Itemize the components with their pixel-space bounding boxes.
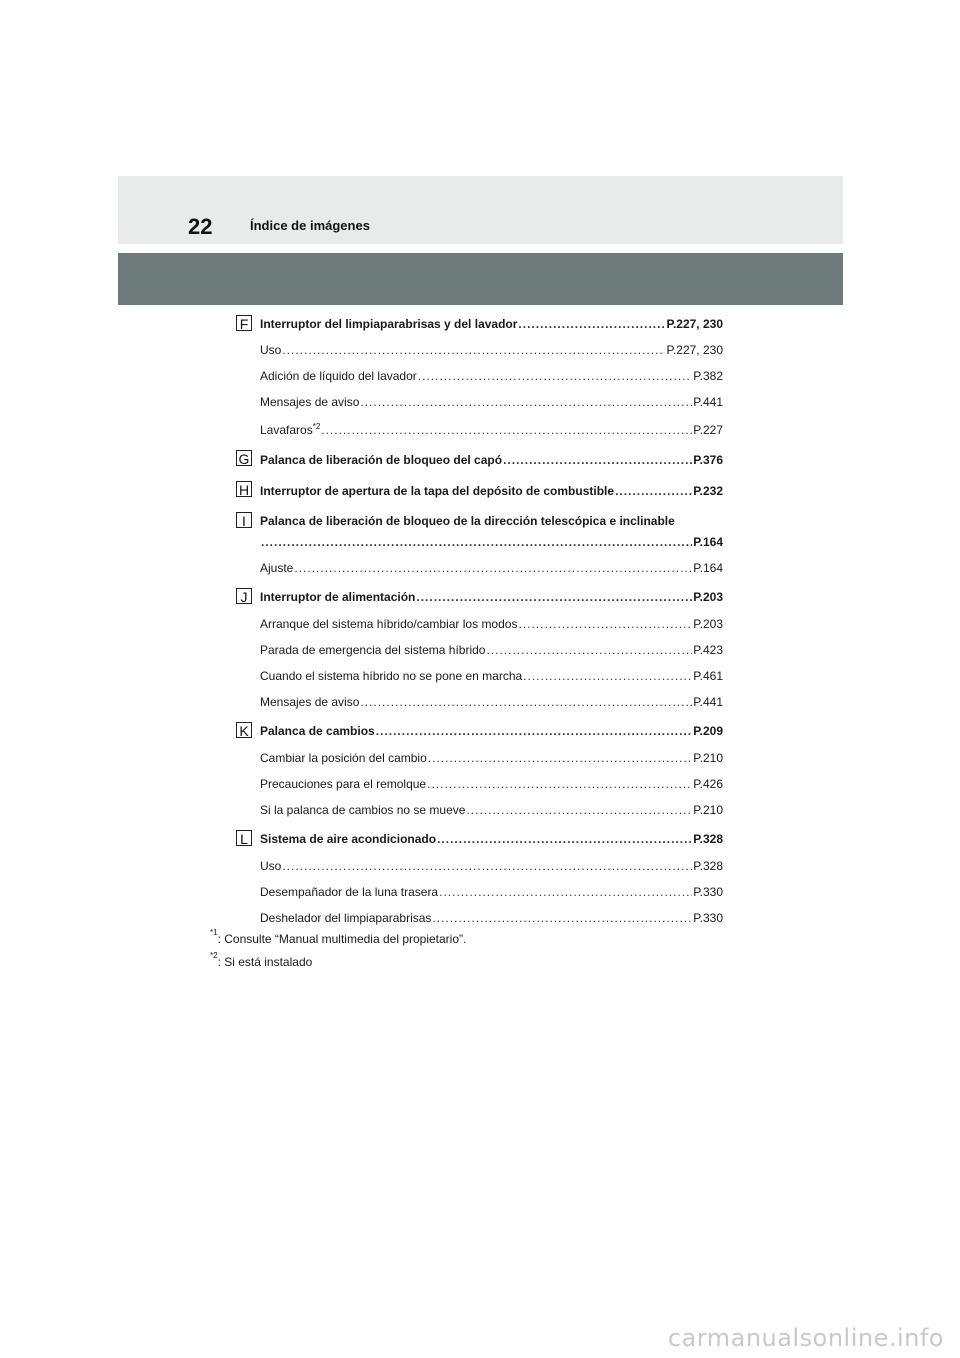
footnote-text: : Consulte “Manual multimedia del propietario”. bbox=[217, 932, 467, 946]
list-item[interactable] bbox=[260, 830, 723, 846]
list-item[interactable] bbox=[260, 341, 723, 357]
letter-marker-i: I bbox=[236, 512, 252, 528]
list-item[interactable] bbox=[260, 641, 723, 657]
watermark: carmanualsonline.info bbox=[667, 1324, 944, 1352]
page-ref: P.330 bbox=[693, 885, 723, 899]
page-ref: P.376 bbox=[693, 453, 723, 467]
entry-label: Ajuste bbox=[260, 561, 294, 575]
page-ref: P.227, 230 bbox=[666, 343, 723, 357]
section-title: Índice de imágenes bbox=[250, 218, 370, 233]
page-ref: P.441 bbox=[693, 695, 723, 709]
entry-label: Interruptor de alimentación bbox=[260, 590, 416, 604]
entry-label: Mensajes de aviso bbox=[260, 395, 360, 409]
entry-label: Mensajes de aviso bbox=[260, 695, 360, 709]
list-item[interactable] bbox=[260, 693, 723, 709]
page-ref: P.461 bbox=[693, 669, 723, 683]
list-item[interactable] bbox=[260, 749, 723, 765]
page-ref: P.164 bbox=[693, 535, 723, 549]
list-item[interactable] bbox=[260, 451, 723, 467]
page-ref: P.210 bbox=[693, 751, 723, 765]
list-item[interactable] bbox=[260, 482, 723, 498]
page-ref: P.232 bbox=[693, 484, 723, 498]
letter-marker-f: F bbox=[236, 315, 252, 331]
list-item[interactable] bbox=[260, 883, 723, 899]
letter-marker-g: G bbox=[236, 450, 252, 466]
list-item[interactable] bbox=[260, 315, 723, 331]
page-ref: P.441 bbox=[693, 395, 723, 409]
entry-label: Uso bbox=[260, 859, 282, 873]
entry-label: Uso bbox=[260, 343, 282, 357]
entry-label: Palanca de cambios bbox=[260, 724, 375, 738]
page-ref: P.203 bbox=[693, 617, 723, 631]
letter-marker-k: K bbox=[236, 722, 252, 738]
entry-label: Lavafaros bbox=[260, 423, 313, 437]
page-ref: P.426 bbox=[693, 777, 723, 791]
list-item[interactable] bbox=[260, 667, 723, 683]
page-ref: P.203 bbox=[693, 590, 723, 604]
footnote-ref: *2 bbox=[312, 422, 321, 431]
entry-label: Adición de líquido del lavador bbox=[260, 369, 417, 383]
letter-marker-l: L bbox=[236, 830, 252, 846]
page-ref: P.227 bbox=[693, 423, 723, 437]
entry-label: Interruptor del limpiaparabrisas y del lavador bbox=[260, 317, 518, 331]
list-item[interactable] bbox=[260, 533, 723, 549]
list-item[interactable] bbox=[260, 857, 723, 873]
page-number: 22 bbox=[188, 214, 213, 239]
page-ref: P.382 bbox=[693, 369, 723, 383]
entry-label: Precauciones para el remolque bbox=[260, 777, 427, 791]
page-ref: P.209 bbox=[693, 724, 723, 738]
list-item[interactable] bbox=[260, 615, 723, 631]
header-band bbox=[118, 176, 843, 244]
entry-label: Deshelador del limpiaparabrisas bbox=[260, 911, 432, 925]
page-ref: P.330 bbox=[693, 911, 723, 925]
list-item[interactable] bbox=[260, 393, 723, 409]
entry-label: Cuando el sistema híbrido no se pone en marcha bbox=[260, 669, 523, 683]
footnote-mark: *2 bbox=[210, 951, 218, 960]
entry-label: Desempañador de la luna trasera bbox=[260, 885, 439, 899]
entry-label: Parada de emergencia del sistema híbrido bbox=[260, 643, 486, 657]
list-item[interactable] bbox=[260, 909, 723, 925]
entry-label: Palanca de liberación de bloqueo del capó bbox=[260, 453, 503, 467]
letter-marker-j: J bbox=[236, 588, 252, 604]
page-ref: P.423 bbox=[693, 643, 723, 657]
list-item[interactable] bbox=[260, 367, 723, 383]
list-item[interactable] bbox=[260, 421, 723, 437]
entry-title-line[interactable]: Palanca de liberación de bloqueo de la dirección telescópica e inclinable bbox=[260, 514, 675, 528]
footnote-1 bbox=[210, 928, 467, 946]
footnote-text: : Si está instalado bbox=[217, 955, 313, 969]
entry-label: Cambiar la posición del cambio bbox=[260, 751, 427, 765]
page-ref: P.210 bbox=[693, 803, 723, 817]
page-ref: P.328 bbox=[693, 832, 723, 846]
page-ref: P.227, 230 bbox=[666, 317, 723, 331]
list-item[interactable] bbox=[260, 801, 723, 817]
list-item[interactable] bbox=[260, 775, 723, 791]
entry-label: Arranque del sistema híbrido/cambiar los modos bbox=[260, 617, 518, 631]
letter-marker-h: H bbox=[236, 481, 252, 497]
footnote-mark: *1 bbox=[210, 928, 218, 937]
list-item[interactable] bbox=[260, 722, 723, 738]
entry-label: Sistema de aire acondicionado bbox=[260, 832, 437, 846]
list-item[interactable] bbox=[260, 559, 723, 575]
entry-label: Si la palanca de cambios no se mueve bbox=[260, 803, 466, 817]
footnote-2 bbox=[210, 951, 313, 969]
entry-label: Interruptor de apertura de la tapa del depósito de combustible bbox=[260, 484, 615, 498]
section-color-bar bbox=[118, 253, 843, 305]
page-ref: P.164 bbox=[693, 561, 723, 575]
page-ref: P.328 bbox=[693, 859, 723, 873]
list-item[interactable] bbox=[260, 588, 723, 604]
